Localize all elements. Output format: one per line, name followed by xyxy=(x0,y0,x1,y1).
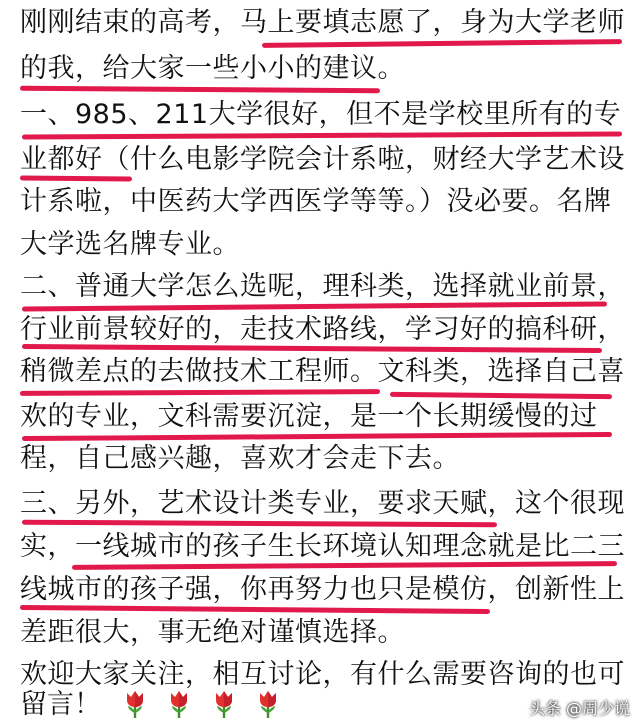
text-line-8: 行业前景较好的，走技术路线，学习好的搞科研， xyxy=(20,314,625,345)
text-line-12: 三、另外，艺术设计类专业，要求天赋，这个很现 xyxy=(20,488,625,519)
closing-text: 留言！ xyxy=(20,689,101,720)
text-line-14: 线城市的孩子强，你再努力也只是模仿，创新性上 xyxy=(20,574,625,605)
watermark: 头条 @周少说 xyxy=(528,699,630,718)
text-line-11: 程，自己感兴趣，喜欢才会走下去。 xyxy=(20,443,460,474)
text-line-5: 计系啦，中医药大学西医学等等。）没必要。名牌 xyxy=(20,186,612,217)
text-line-2: 的我，给大家一些小小的建议。 xyxy=(20,53,405,84)
highlight-underline xyxy=(22,131,622,139)
highlight-underline xyxy=(20,389,380,396)
highlight-underline xyxy=(20,176,132,182)
text-line-1: 刚刚结束的高考，马上要填志愿了，身为大学老师 xyxy=(20,7,625,38)
highlight-underline xyxy=(390,392,612,399)
text-line-4: 业都好（什么电影学院会计系啦，财经大学艺术设 xyxy=(20,144,625,175)
highlight-underline xyxy=(262,39,622,48)
tulip-icon xyxy=(168,689,190,719)
text-line-3: 一、985、211大学很好，但不是学校里所有的专 xyxy=(20,99,622,130)
text-line-7: 二、普通大学怎么选呢，理科类，选择就业前景， xyxy=(20,271,625,302)
text-line-15: 差距很大，事无绝对谨慎选择。 xyxy=(20,617,405,648)
tulip-icon xyxy=(213,689,235,719)
text-line-10: 欢的专业，文科需要沉淀，是一个长期缓慢的过 xyxy=(20,401,598,432)
text-line-16: 欢迎大家关注，相互讨论，有什么需要咨询的也可 xyxy=(20,659,625,690)
text-line-6: 大学选名牌专业。 xyxy=(20,229,240,260)
highlight-underline xyxy=(22,520,497,527)
text-line-13: 实，一线城市的孩子生长环境认知理念就是比二三 xyxy=(20,531,625,562)
closing-line xyxy=(20,688,279,722)
tulip-icon xyxy=(124,689,146,719)
text-line-9: 稍微差点的去做技术工程师。文科类，选择自己喜 xyxy=(20,356,625,387)
highlight-underline xyxy=(20,86,380,94)
tulip-icon xyxy=(257,689,279,719)
